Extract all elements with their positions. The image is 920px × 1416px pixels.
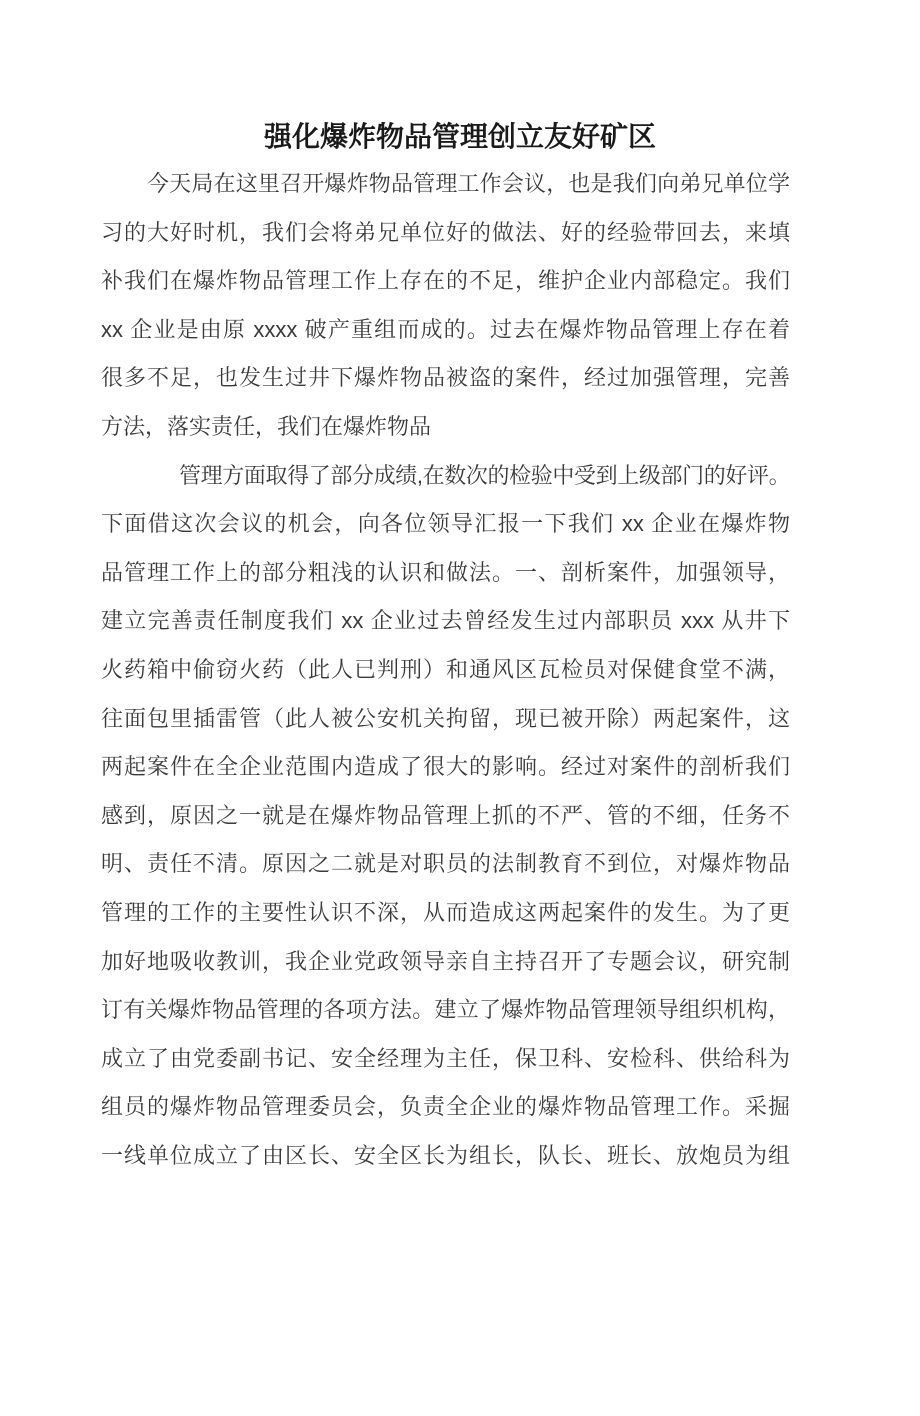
- text-line: 加好地吸收教训，我企业党政领导亲自主持召开了专题会议，研究制: [101, 948, 790, 974]
- document-body: [101, 160, 790, 1180]
- text-line: 感到，原因之一就是在爆炸物品管理上抓的不严、管的不细，任务不: [101, 802, 790, 828]
- text-line: 成立了由党委副书记、安全经理为主任，保卫科、安检科、供给科为: [101, 1045, 790, 1071]
- text-line: 组员的爆炸物品管理委员会，负责全企业的爆炸物品管理工作。采掘: [101, 1094, 790, 1120]
- text-line: 品管理工作上的部分粗浅的认识和做法。一、剖析案件，加强领导，: [101, 559, 790, 585]
- text-line: 往面包里插雷管（此人被公安机关拘留，现已被开除）两起案件，这: [101, 705, 790, 731]
- text-line: 明、责任不清。原因之二就是对职员的法制教育不到位，对爆炸物品: [101, 851, 790, 877]
- paragraph: [101, 452, 790, 1181]
- text-line: 今天局在这里召开爆炸物品管理工作会议，也是我们向弟兄单位学: [147, 171, 790, 196]
- text-line: 管理的工作的主要性认识不深，从而造成这两起案件的发生。为了更: [101, 899, 790, 925]
- document-page: [0, 114, 920, 1416]
- document-title: 强化爆炸物品管理创立友好矿区: [263, 121, 656, 152]
- text-line: 建立完善责任制度我们 xx 企业过去曾经发生过内部职员 xxx 从井下: [101, 608, 790, 634]
- text-line: 管理方面取得了部分成绩,在数次的检验中受到上级部门的好评。: [179, 462, 790, 488]
- text-line: 方法，落实责任，我们在爆炸物品: [101, 413, 432, 439]
- text-line: 下面借这次会议的机会，向各位领导汇报一下我们 xx 企业在爆炸物: [101, 511, 790, 537]
- text-line: 补我们在爆炸物品管理工作上存在的不足，维护企业内部稳定。我们: [101, 268, 790, 294]
- text-line: 订有关爆炸物品管理的各项方法。建立了爆炸物品管理领导组织机构，: [101, 997, 790, 1023]
- text-line: 一线单位成立了由区长、安全区长为组长，队长、班长、放炮员为组: [101, 1142, 790, 1168]
- text-line: 火药箱中偷窃火药（此人已判刑）和通风区瓦检员对保健食堂不满，: [101, 656, 790, 682]
- text-line: 两起案件在全企业范围内造成了很大的影响。经过对案件的剖析我们: [101, 754, 790, 780]
- text-line: 很多不足，也发生过井下爆炸物品被盗的案件，经过加强管理，完善: [101, 365, 790, 391]
- text-line: xx 企业是由原 xxxx 破产重组而成的。过去在爆炸物品管理上存在着: [101, 316, 790, 342]
- text-line: 习的大好时机，我们会将弟兄单位好的做法、好的经验带回去，来填: [101, 219, 790, 245]
- paragraph: [101, 160, 790, 452]
